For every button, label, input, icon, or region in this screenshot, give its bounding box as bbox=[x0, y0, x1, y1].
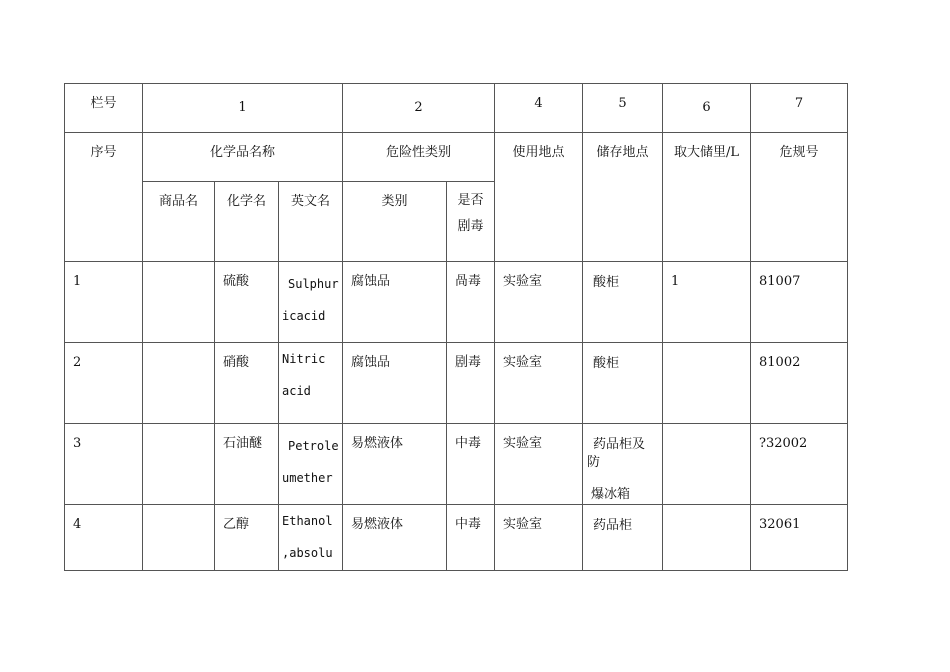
max-storage-cell bbox=[663, 343, 751, 424]
seq-cell: 3 bbox=[65, 424, 143, 505]
storage-cell bbox=[583, 262, 663, 343]
english-name-line2: acid bbox=[282, 384, 311, 398]
toxic-header bbox=[447, 182, 495, 262]
col-num-6: 6 bbox=[663, 84, 751, 133]
english-name-line1: Ethanol bbox=[282, 514, 333, 528]
hazard-no-cell: 32061 bbox=[751, 505, 848, 571]
hazard-no-header: 危规号 bbox=[751, 133, 848, 262]
trade-name-header: 商品名 bbox=[143, 182, 215, 262]
table-row bbox=[65, 505, 848, 571]
header-row bbox=[65, 133, 848, 182]
storage-cell bbox=[583, 343, 663, 424]
trade-name-cell bbox=[143, 424, 215, 505]
use-place-cell: 实验室 bbox=[495, 262, 583, 343]
toxic-cell: 中毒 bbox=[447, 424, 495, 505]
category-cell: 腐蚀品 bbox=[343, 343, 447, 424]
toxic-cell: 剧毒 bbox=[447, 343, 495, 424]
chemical-table bbox=[64, 83, 848, 571]
col-num-1: 1 bbox=[143, 84, 343, 133]
col-num-4: 4 bbox=[495, 84, 583, 133]
chemical-name-cell: 乙醇 bbox=[215, 505, 279, 571]
english-name-line1: Sulphur bbox=[288, 277, 339, 291]
seq-cell: 1 bbox=[65, 262, 143, 343]
storage-line1: 酸柜 bbox=[593, 356, 620, 371]
storage-cell bbox=[583, 505, 663, 571]
category-header: 类别 bbox=[343, 182, 447, 262]
chemical-name-cell: 硫酸 bbox=[215, 262, 279, 343]
column-number-row bbox=[65, 84, 848, 133]
use-place-cell: 实验室 bbox=[495, 505, 583, 571]
use-place-cell: 实验室 bbox=[495, 424, 583, 505]
chemical-name-cell: 硝酸 bbox=[215, 343, 279, 424]
col-num-2: 2 bbox=[343, 84, 495, 133]
seq-cell: 2 bbox=[65, 343, 143, 424]
chem-name-header: 化学品名称 bbox=[143, 133, 343, 182]
seq-header: 序号 bbox=[65, 133, 143, 262]
seq-cell: 4 bbox=[65, 505, 143, 571]
max-storage-cell: 1 bbox=[663, 262, 751, 343]
english-name-cell bbox=[279, 505, 343, 571]
col-num-5: 5 bbox=[583, 84, 663, 133]
english-name-cell bbox=[279, 424, 343, 505]
trade-name-cell bbox=[143, 343, 215, 424]
max-storage-header: 取大储里/L bbox=[663, 133, 751, 262]
storage-line3: 爆冰箱 bbox=[591, 487, 631, 502]
english-name-line2: ,absolu bbox=[282, 546, 333, 560]
toxic-cell: 咼毒 bbox=[447, 262, 495, 343]
hazard-no-cell: 81002 bbox=[751, 343, 848, 424]
max-storage-cell bbox=[663, 424, 751, 505]
col-num-7: 7 bbox=[751, 84, 848, 133]
english-name-cell bbox=[279, 262, 343, 343]
storage-line2: 防 bbox=[587, 455, 601, 470]
category-cell: 易燃液体 bbox=[343, 424, 447, 505]
chemical-name-cell: 石油醚 bbox=[215, 424, 279, 505]
english-name-line2: umether bbox=[282, 471, 333, 485]
hazard-class-header: 危险性类别 bbox=[343, 133, 495, 182]
storage-cell bbox=[583, 424, 663, 505]
col-label-cell: 栏号 bbox=[65, 84, 143, 133]
category-cell: 腐蚀品 bbox=[343, 262, 447, 343]
use-place-cell: 实验室 bbox=[495, 343, 583, 424]
english-name-line1: Nitric bbox=[282, 352, 326, 366]
category-cell: 易燃液体 bbox=[343, 505, 447, 571]
table-row bbox=[65, 424, 848, 505]
english-name-line2: icacid bbox=[282, 309, 326, 323]
storage-line1: 药品柜 bbox=[593, 518, 633, 533]
chemical-name-header: 化学名 bbox=[215, 182, 279, 262]
use-place-header: 使用地点 bbox=[495, 133, 583, 262]
hazard-no-cell: 81007 bbox=[751, 262, 848, 343]
trade-name-cell bbox=[143, 505, 215, 571]
storage-line1: 药品柜及 bbox=[593, 437, 646, 452]
toxic-header-line2: 剧毒 bbox=[457, 219, 484, 234]
trade-name-cell bbox=[143, 262, 215, 343]
storage-place-header: 储存地点 bbox=[583, 133, 663, 262]
english-name-cell bbox=[279, 343, 343, 424]
table-row bbox=[65, 262, 848, 343]
english-name-header: 英文名 bbox=[279, 182, 343, 262]
table-row bbox=[65, 343, 848, 424]
toxic-header-line1: 是否 bbox=[457, 193, 484, 208]
english-name-line1: Petrole bbox=[288, 439, 339, 453]
storage-line1: 酸柜 bbox=[593, 275, 620, 290]
max-storage-cell bbox=[663, 505, 751, 571]
hazard-no-cell: ?32002 bbox=[751, 424, 848, 505]
toxic-cell: 中毒 bbox=[447, 505, 495, 571]
